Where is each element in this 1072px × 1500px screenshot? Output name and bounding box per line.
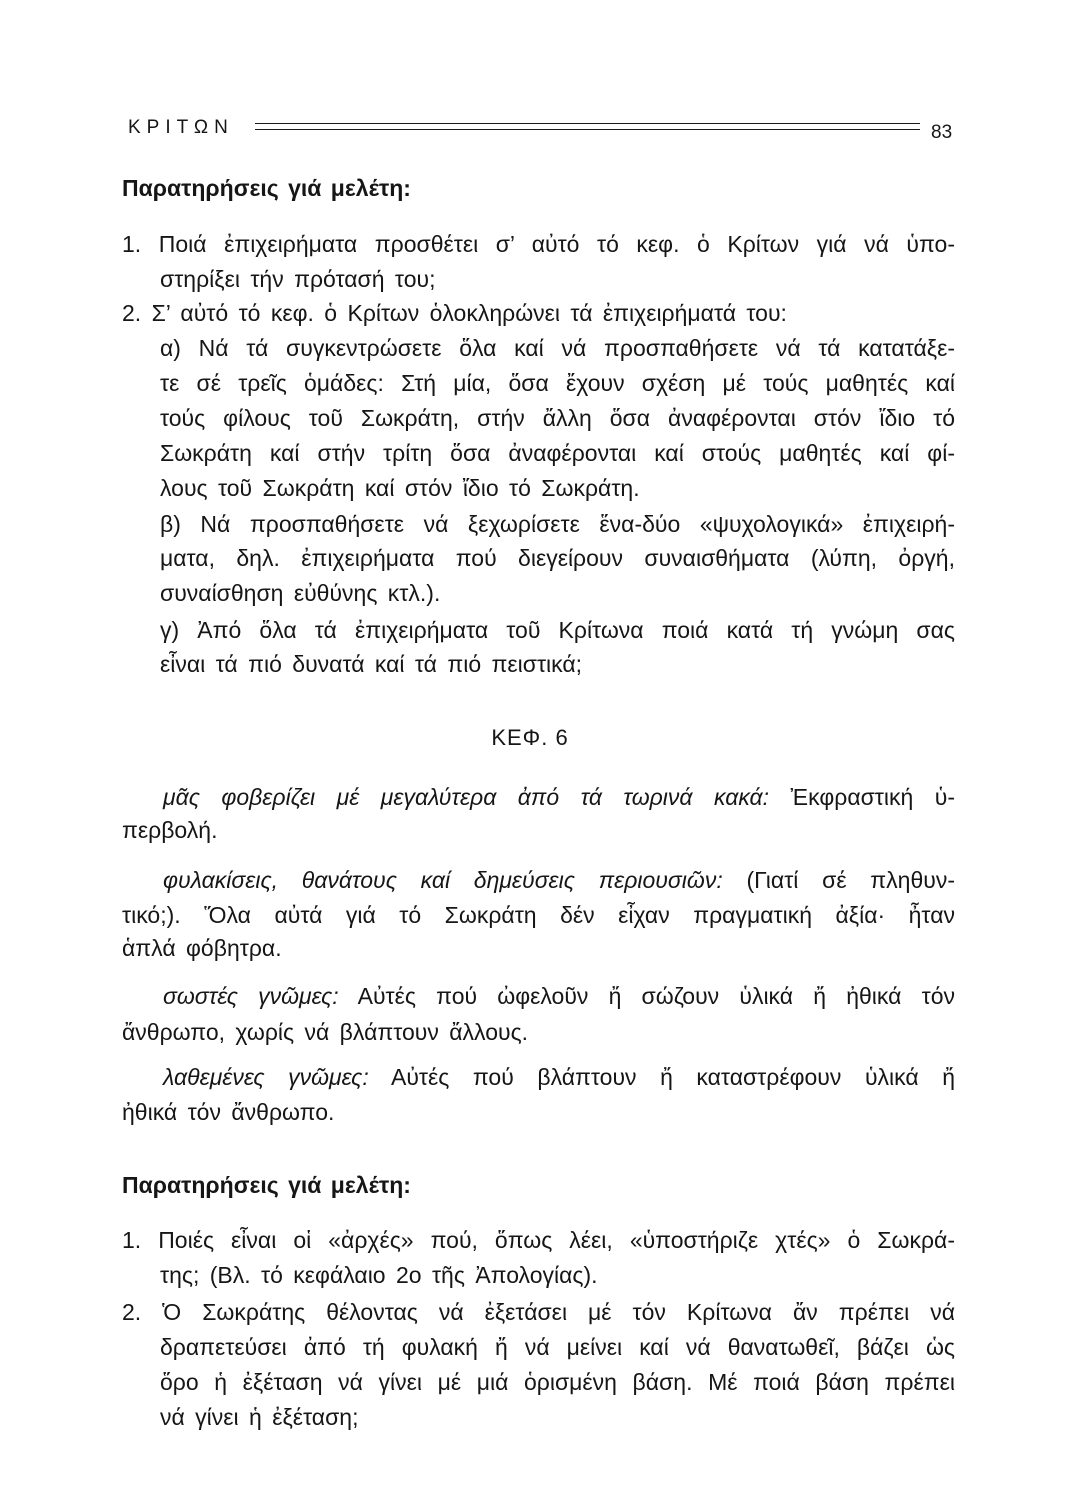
question-1-line-1: 1. Ποιές εἶναι οἱ «ἀρχές» πού, ὅπως λέει, «ὑποστήριζε χτές» ὁ Σωκρά- [122, 1227, 955, 1253]
glossary-text: Αὐτές πού ὠφελοῦν ἤ σώζουν ὑλικά ἤ ἠθικά τόν [357, 983, 955, 1009]
glossary-term: σωστές γνῶμες: [163, 983, 339, 1009]
question-2b-line-2: ματα, δηλ. ἐπιχειρήματα πού διεγείρουν συναισθήματα (λύπη, ὀργή, [160, 545, 955, 571]
question-2-line-1: 2. Ὁ Σωκράτης θέλοντας νά ἐξετάσει μέ τόν Κρίτωνα ἄν πρέπει νά [122, 1299, 955, 1325]
question-1-line-1: 1. Ποιά ἐπιχειρήματα προσθέτει σ’ αὐτό τό κεφ. ὁ Κρίτων γιά νά ὑπο- [122, 231, 955, 257]
question-2b-line-1: β) Νά προσπαθήσετε νά ξεχωρίσετε ἕνα-δύο «ψυχολογικά» ἐπιχειρή- [160, 511, 955, 537]
header-rule-top [255, 123, 920, 124]
question-2a-line-4: Σωκράτη καί στήν τρίτη ὅσα ἀναφέρονται καί στούς μαθητές καί φί- [160, 440, 955, 466]
question-2c-line-1: γ) Ἀπό ὅλα τά ἐπιχειρήματα τοῦ Κρίτωνα ποιά κατά τή γνώμη σας [160, 617, 955, 643]
question-2-line-2: δραπετεύσει ἀπό τή φυλακή ἤ νά μείνει καί νά θανατωθεῖ, βάζει ὡς [160, 1334, 955, 1360]
glossary-entry-2-line-3: ἁπλά φόβητρα. [122, 935, 282, 961]
glossary-entry-1-line-2: περβολή. [122, 817, 218, 843]
question-2c-line-2: εἶναι τά πιό δυνατά καί τά πιό πειστικά; [160, 651, 583, 677]
question-2a-line-5: λους τοῦ Σωκράτη καί στόν ἴδιο τό Σωκράτη. [160, 475, 640, 501]
study-notes-heading: Παρατηρήσεις γιά μελέτη: [122, 1172, 411, 1198]
question-2a-line-2: τε σέ τρεῖς ὁμάδες: Στή μία, ὅσα ἔχουν σχέση μέ τούς μαθητές καί [160, 370, 955, 396]
glossary-entry-2-line-2: τικό;). Ὅλα αὐτά γιά τό Σωκράτη δέν εἶχαν πραγματική ἀξία· ἦταν [122, 902, 955, 928]
glossary-term: λαθεμένες γνῶμες: [163, 1064, 369, 1090]
question-2a-line-3: τούς φίλους τοῦ Σωκράτη, στήν ἄλλη ὅσα ἀναφέρονται στόν ἴδιο τό [160, 405, 955, 431]
question-1-line-2: στηρίξει τήν πρότασή του; [160, 266, 436, 292]
question-2-line-3: ὅρο ἡ ἐξέταση νά γίνει μέ μιά ὁρισμένη βάση. Μέ ποιά βάση πρέπει [160, 1369, 955, 1395]
page-number: 83 [931, 122, 953, 143]
glossary-entry-2-line-1 [163, 863, 955, 897]
question-2b-line-3: συναίσθηση εὐθύνης κτλ.). [160, 580, 441, 606]
glossary-text: Ἐκφραστική ὑ- [790, 784, 955, 810]
glossary-text: (Γιατί σέ πληθυν- [746, 867, 955, 893]
glossary-term: φυλακίσεις, θανάτους καί δημεύσεις περιουσιῶν: [163, 867, 723, 893]
glossary-entry-4-line-2: ἠθικά τόν ἄνθρωπο. [122, 1099, 335, 1125]
glossary-entry-3-line-1 [163, 979, 955, 1013]
glossary-entry-1-line-1 [163, 780, 955, 814]
glossary-entry-3-line-2: ἄνθρωπο, χωρίς νά βλάπτουν ἄλλους. [122, 1019, 529, 1045]
study-notes-heading: Παρατηρήσεις γιά μελέτη: [122, 175, 411, 201]
glossary-entry-4-line-1 [163, 1060, 955, 1094]
running-title: ΚΡΙΤΩΝ [128, 117, 234, 138]
glossary-term: μᾶς φοβερίζει μέ μεγαλύτερα ἀπό τά τωρινά κακά: [163, 784, 770, 810]
question-2-line-4: νά γίνει ἡ ἐξέταση; [160, 1404, 359, 1430]
chapter-heading: ΚΕΦ. 6 [491, 725, 569, 750]
question-2-line-1: 2. Σ’ αὐτό τό κεφ. ὁ Κρίτων ὁλοκληρώνει τά ἐπιχειρήματά του: [122, 300, 787, 326]
header-rule-bottom [255, 129, 920, 130]
question-1-line-2: της; (Βλ. τό κεφάλαιο 2ο τῆς Ἀπολογίας). [160, 1262, 598, 1288]
question-2a-line-1: α) Νά τά συγκεντρώσετε ὅλα καί νά προσπαθήσετε νά τά κατατάξε- [160, 335, 955, 361]
glossary-text: Αὐτές πού βλάπτουν ἤ καταστρέφουν ὑλικά ἤ [391, 1064, 955, 1090]
